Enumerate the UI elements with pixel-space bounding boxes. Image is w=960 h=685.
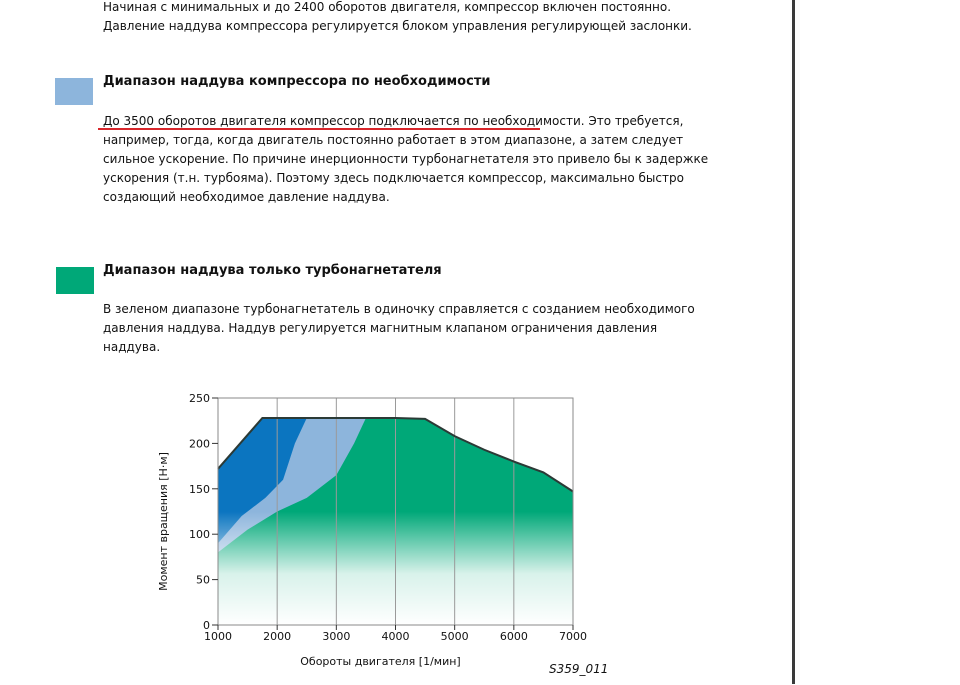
y-tick-label-50: 50 — [196, 573, 210, 587]
x-tick-label-3000: 3000 — [322, 630, 351, 643]
y-axis-label: Момент вращения [Н·м] — [157, 452, 170, 591]
x-tick-label-1000: 1000 — [204, 630, 232, 643]
x-tick-label-5000: 5000 — [440, 630, 469, 643]
page-edge-line — [792, 0, 795, 684]
x-tick-label-6000: 6000 — [499, 630, 528, 643]
turbo-range-heading: Диапазон наддува только турбонагнетателя — [103, 263, 442, 278]
y-tick-label-0: 0 — [203, 619, 210, 632]
torque-chart — [150, 385, 620, 685]
turbo-range-swatch — [56, 267, 94, 294]
x-tick-label-2000: 2000 — [263, 630, 292, 643]
compressor-range-rest: Это требуется, например, тогда, когда двигатель постоянно работает в этом диапазоне, а затем следует сильное ускорение. По причине инерционности турбонагнетателя это привело бы к задержке ускорения (т.н. турбояма). Поэтому здесь подключается компрессор, максимально быстро создающий необходимое давление наддува. — [103, 114, 709, 204]
red-underline-mark — [98, 128, 540, 130]
compressor-range-swatch — [55, 78, 93, 105]
x-tick-label-7000: 7000 — [559, 630, 587, 643]
compressor-range-heading: Диапазон наддува компрессора по необходимости — [103, 74, 491, 89]
x-tick-label-4000: 4000 — [381, 630, 410, 643]
y-tick-label-250: 250 — [189, 392, 210, 405]
figure-caption: S359_011 — [549, 662, 609, 676]
intro-paragraph: Начиная с минимальных и до 2400 оборотов двигателя, компрессор включен постоянно. Давление наддува компрессора регулируется блоком управления регулирующей заслонки. — [103, 0, 692, 33]
y-tick-label-100: 100 — [189, 528, 210, 542]
torque-chart-svg — [150, 385, 620, 685]
y-tick-label-200: 200 — [189, 437, 210, 451]
y-tick-label-150: 150 — [189, 482, 210, 496]
turbo-range-paragraph: В зеленом диапазоне турбонагнетатель в одиночку справляется с созданием необходимого давления наддува. Наддув регулируется магнитным клапаном ограничения давления наддува. — [103, 302, 695, 354]
compressor-range-highlight: До 3500 оборотов двигателя компрессор подключается по необходимости. — [103, 114, 585, 128]
compressor-range-paragraph — [103, 112, 713, 207]
x-axis-label: Обороты двигателя [1/мин] — [300, 655, 461, 668]
